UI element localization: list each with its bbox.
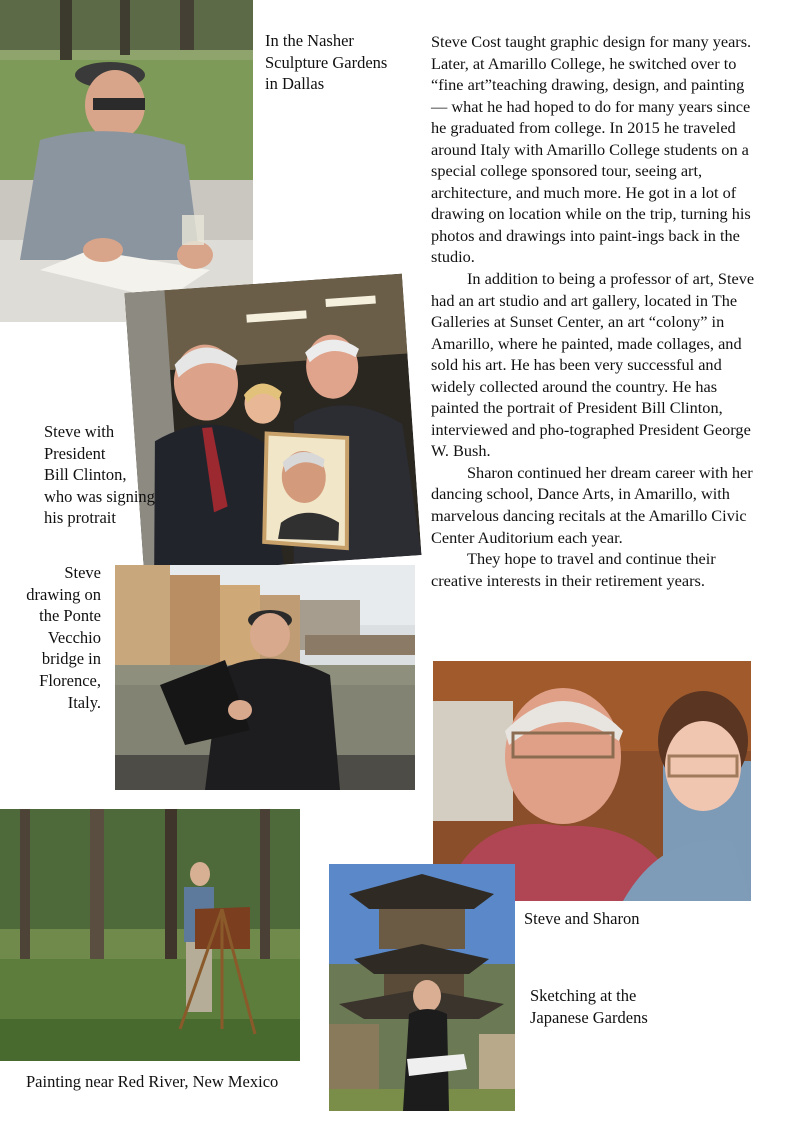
photo-florence <box>115 565 415 790</box>
caption-florence-line: drawing on <box>26 584 101 604</box>
caption-japanese-line: Sketching at the <box>530 986 637 1005</box>
photo-red-river <box>0 809 300 1061</box>
caption-clinton-line: President <box>44 443 106 463</box>
body-paragraph-3: Sharon continued her dream career with her dancing school, Dance Arts, in Amarillo, with marvelous dancing recitals at the Amarillo Civic Center Auditorium each year. <box>431 462 753 547</box>
caption-florence-line: bridge in <box>41 649 101 669</box>
caption-florence <box>8 562 101 713</box>
body-paragraph-1: Steve Cost taught graphic design for many years. Later, at Amarillo College, he switched over to “fine art”teaching drawing, design, and painting — what he had hoped to do for many years since he graduated from college. In 2015 he traveled around Italy with Amarillo College students on a special college sponsored tour, seeing art, architecture, and much more. He got in a lot of drawing on location while on the trip, turning his photos and drawings into paint-ings back in the studio. <box>431 32 752 267</box>
photo-japanese-gardens-image <box>329 864 515 1111</box>
photo-with-clinton <box>125 274 422 575</box>
caption-florence-line: Vecchio <box>47 627 101 647</box>
photo-japanese-gardens <box>329 864 515 1111</box>
body-paragraph-2: In addition to being a professor of art, Steve had an art studio and art gallery, located in The Galleries at Sunset Center, an art “colony” in Amarillo, where he painted, made collages, and sold his art. He has been very successful and widely collected around the country. He has painted the portrait of President Bill Clinton, interviewed and pho-tographed President George W. Bush. <box>431 269 755 461</box>
caption-florence-line: the Ponte <box>39 606 101 626</box>
caption-clinton-line: his protrait <box>44 508 116 528</box>
caption-clinton-line: Steve with <box>44 422 115 441</box>
photo-florence-image <box>115 565 415 790</box>
caption-florence-line: Florence, <box>39 670 101 690</box>
caption-nasher-line: Sculpture Gardens <box>265 52 388 72</box>
caption-clinton-line: who was signing <box>44 486 155 506</box>
photo-red-river-image <box>0 809 300 1061</box>
caption-nasher <box>265 30 387 95</box>
body-paragraph-4: They hope to travel and continue their creative interests in their retirement years. <box>431 549 716 590</box>
caption-nasher-line: In the Nasher <box>265 31 354 50</box>
photo-nasher-gardens <box>0 0 253 322</box>
caption-florence-line: Steve <box>64 563 101 582</box>
photo-clinton-image <box>125 274 422 575</box>
caption-florence-line: Italy. <box>67 692 101 712</box>
photo-nasher-image <box>0 0 253 322</box>
caption-clinton-line: Bill Clinton, <box>44 465 127 485</box>
caption-nasher-line: in Dallas <box>265 74 325 94</box>
caption-japanese-line: Japanese Gardens <box>530 1007 648 1027</box>
body-text-column <box>431 31 757 591</box>
caption-red-river: Painting near Red River, New Mexico <box>26 1072 279 1091</box>
caption-clinton <box>44 421 155 529</box>
caption-japanese-gardens <box>530 985 648 1028</box>
caption-steve-and-sharon: Steve and Sharon <box>524 909 640 928</box>
